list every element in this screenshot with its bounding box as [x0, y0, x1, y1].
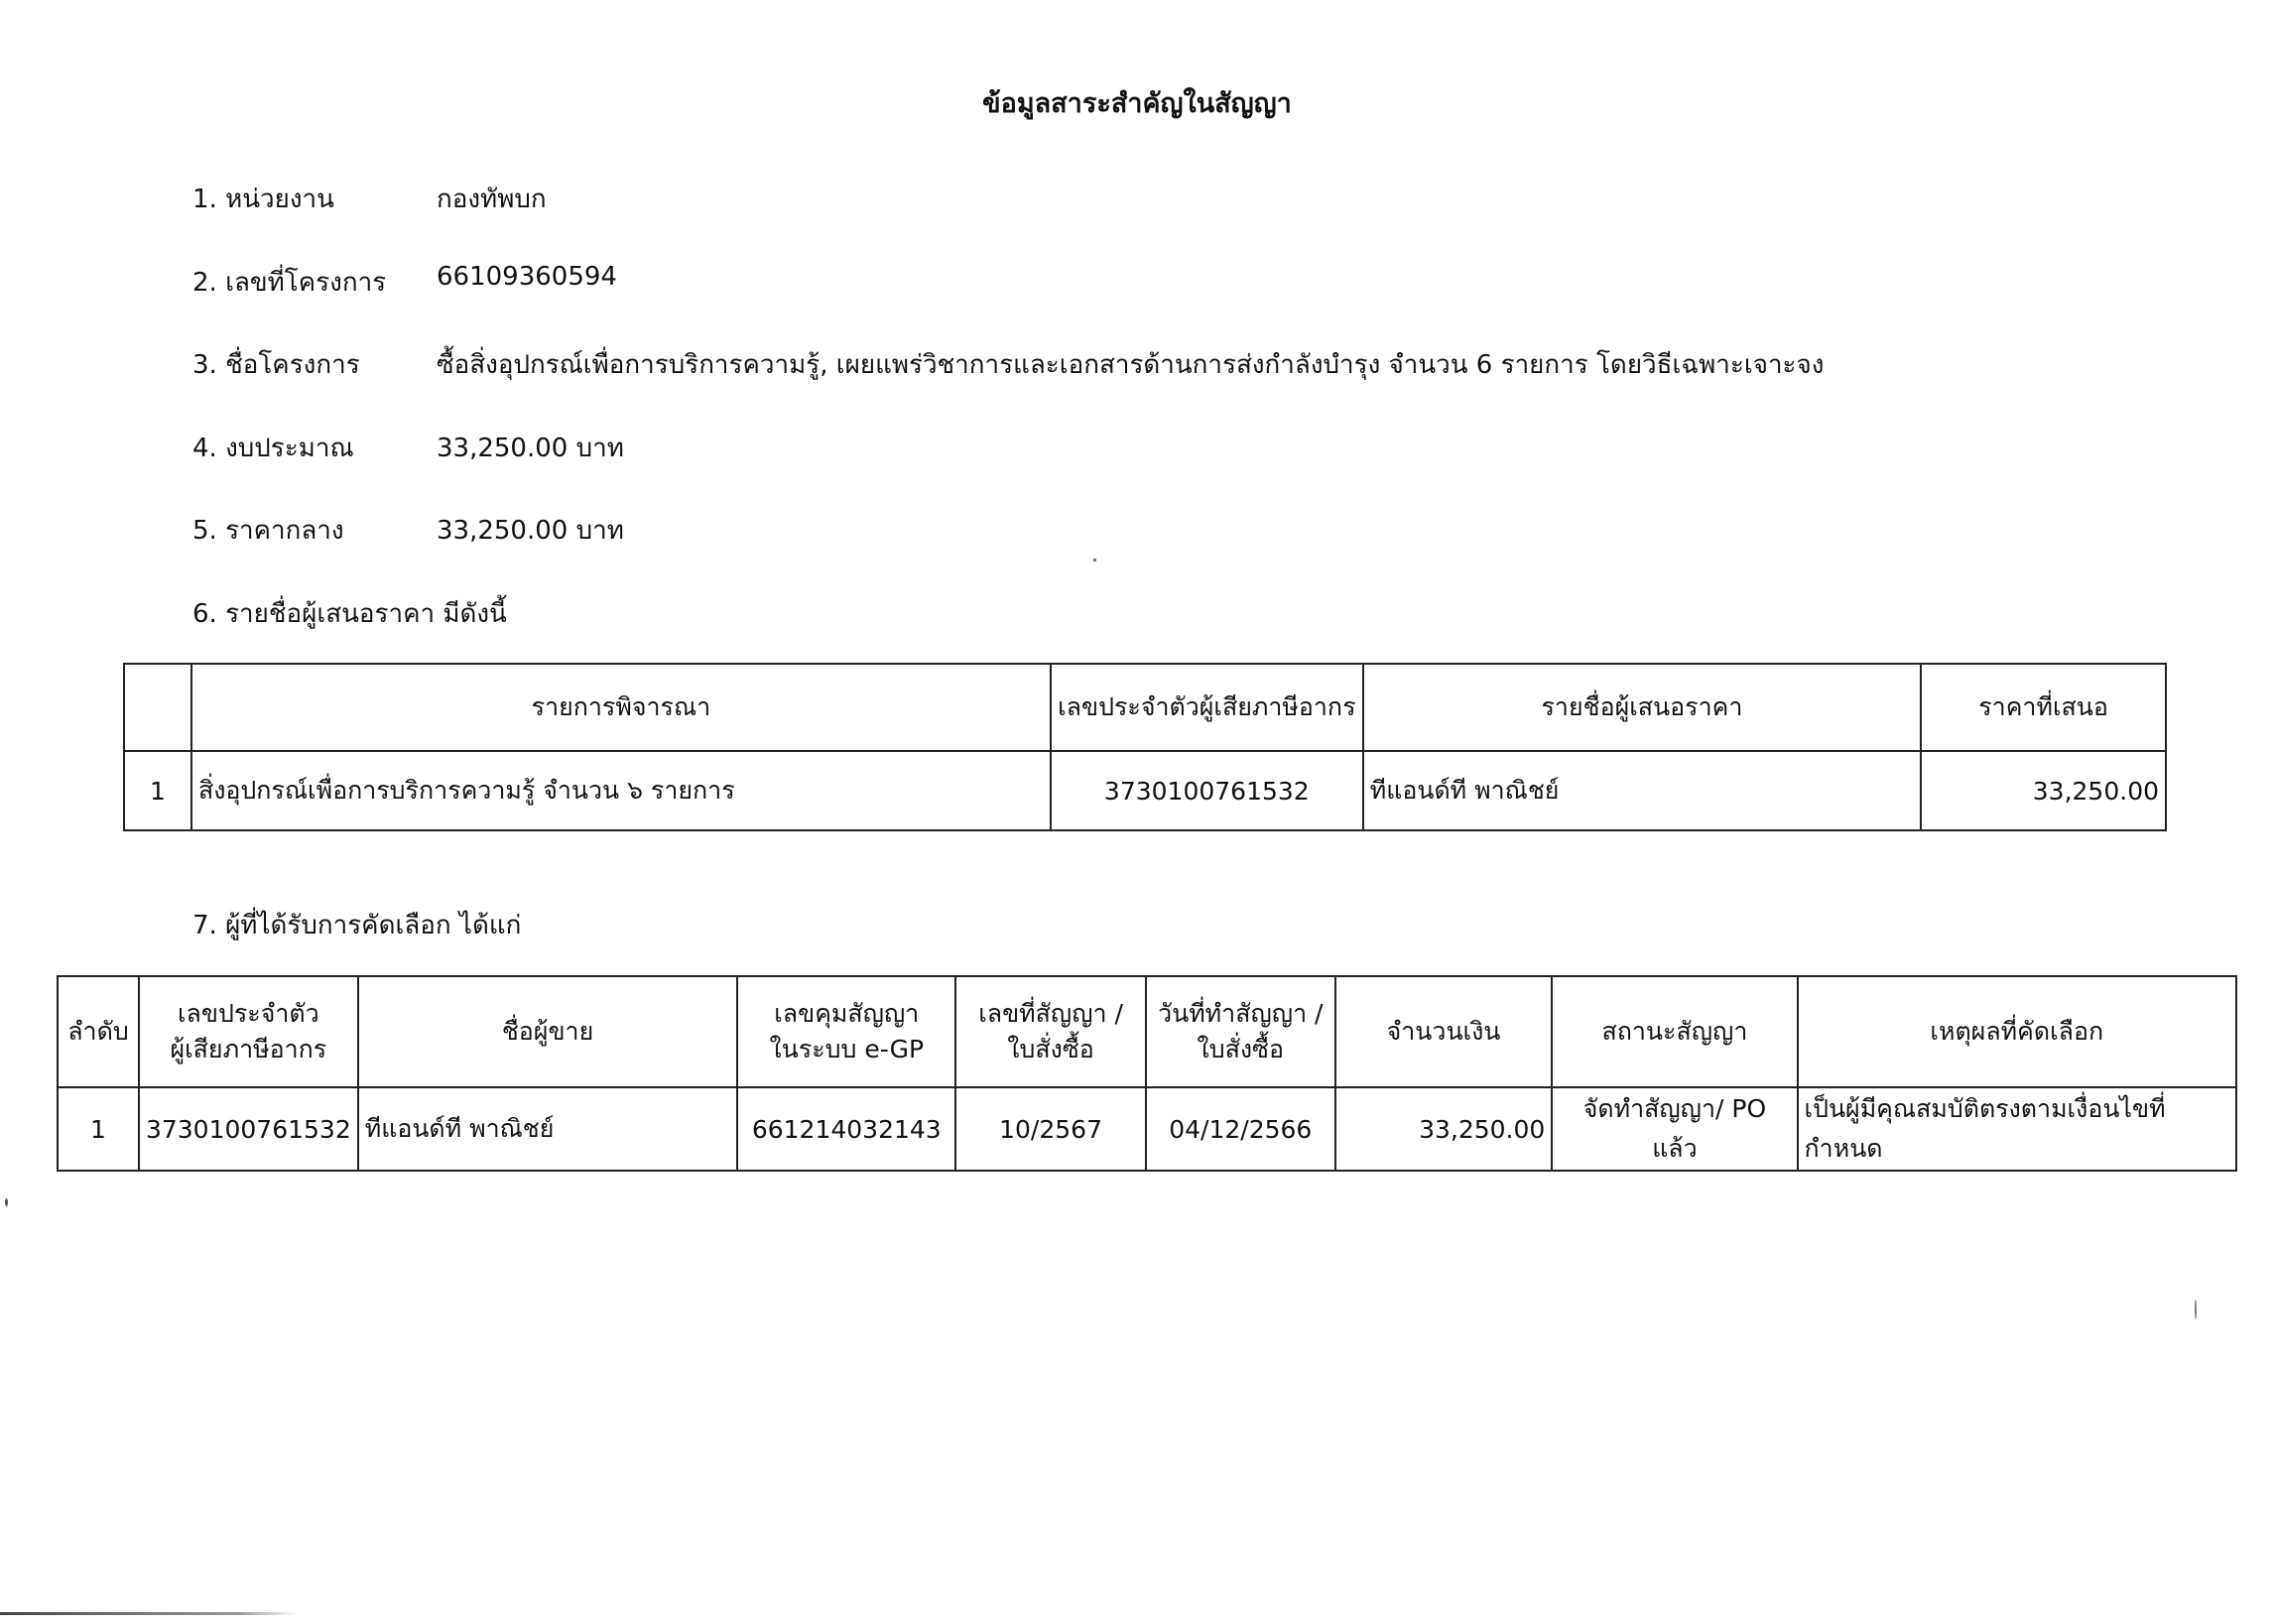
header-no: ลำดับ: [58, 976, 139, 1087]
cell-amount: 33,250.00: [1335, 1087, 1553, 1171]
header-amount: จำนวนเงิน: [1335, 976, 1553, 1087]
header-price: ราคาที่เสนอ: [1921, 664, 2166, 751]
header-line: ใบสั่งซื้อ: [1007, 1035, 1094, 1063]
header-tax-id: เลขประจำตัวผู้เสียภาษีอากร: [1051, 664, 1363, 751]
cell-reason: เป็นผู้มีคุณสมบัติตรงตามเงื่อนไขที่กำหนด: [1798, 1087, 2236, 1171]
table-row: [58, 1087, 2236, 1171]
cell-seller: ทีแอนด์ที พาณิชย์: [358, 1087, 738, 1171]
cell-contract-no: 10/2567: [955, 1087, 1146, 1171]
header-status: สถานะสัญญา: [1552, 976, 1797, 1087]
header-reason: เหตุผลที่คัดเลือก: [1798, 976, 2236, 1087]
header-line: วันที่ทำสัญญา /: [1158, 998, 1324, 1028]
field-value: 33,250.00 บาท: [437, 516, 624, 546]
header-contract-date: [1146, 976, 1335, 1087]
table-header-row: [58, 976, 2236, 1087]
header-line: ในระบบ e-GP: [769, 1035, 925, 1063]
cell-tax-id: 3730100761532: [139, 1087, 358, 1171]
header-item: รายการพิจารณา: [191, 664, 1051, 751]
cell-item: สิ่งอุปกรณ์เพื่อการบริการความรู้ จำนวน ๖ รายการ: [191, 751, 1051, 830]
field-label: 4. งบประมาณ: [192, 434, 354, 463]
bidders-heading: 6. รายชื่อผู้เสนอราคา มีดังนี้: [192, 599, 507, 629]
field-label: 5. ราคากลาง: [192, 516, 344, 546]
cell-contract-date: 04/12/2566: [1146, 1087, 1335, 1171]
scan-speck: [1093, 559, 1096, 562]
field-value: กองทัพบก: [437, 185, 547, 214]
header-tax-id: [139, 976, 358, 1087]
winner-table: [57, 975, 2237, 1172]
winner-heading: 7. ผู้ที่ได้รับการคัดเลือก ได้แก่: [192, 911, 522, 940]
bidders-table: [123, 663, 2167, 831]
cell-no: 1: [58, 1087, 139, 1171]
scan-speck: [2195, 1300, 2197, 1319]
header-contract-no: [955, 976, 1146, 1087]
cell-egp: 661214032143: [737, 1087, 955, 1171]
header-line: เลขประจำตัว: [178, 998, 319, 1028]
document-title: ข้อมูลสาระสำคัญในสัญญา: [982, 88, 1292, 119]
field-value: 33,250.00 บาท: [437, 434, 624, 463]
header-line: เลขคุมสัญญา: [774, 998, 920, 1028]
header-egp: [737, 976, 955, 1087]
field-label: 3. ชื่อโครงการ: [192, 350, 360, 380]
scan-speck: [5, 1198, 8, 1206]
field-value: 66109360594: [437, 262, 617, 292]
header-line: เลขที่สัญญา /: [978, 998, 1123, 1028]
cell-no: 1: [124, 751, 191, 830]
header-blank: [124, 664, 191, 751]
table-row: [124, 751, 2166, 830]
header-line: ผู้เสียภาษีอากร: [170, 1035, 327, 1063]
cell-tax-id: 3730100761532: [1051, 751, 1363, 830]
field-label: 2. เลขที่โครงการ: [192, 268, 387, 298]
header-bidder: รายชื่อผู้เสนอราคา: [1363, 664, 1921, 751]
field-value: ซื้อสิ่งอุปกรณ์เพื่อการบริการความรู้, เผยแพร่วิชาการและเอกสารด้านการส่งกำลังบำรุง จำนวน 6 รายการ โดยวิธีเฉพาะเจาะจง: [437, 350, 1825, 380]
table-header-row: [124, 664, 2166, 751]
header-seller: ชื่อผู้ขาย: [358, 976, 738, 1087]
field-label: 1. หน่วยงาน: [192, 185, 334, 214]
cell-price: 33,250.00: [1921, 751, 2166, 830]
header-line: ใบสั่งซื้อ: [1197, 1035, 1285, 1063]
cell-status: จัดทำสัญญา/ PO แล้ว: [1552, 1087, 1797, 1171]
cell-bidder: ทีแอนด์ที พาณิชย์: [1363, 751, 1921, 830]
scan-edge-line: [0, 1612, 298, 1615]
